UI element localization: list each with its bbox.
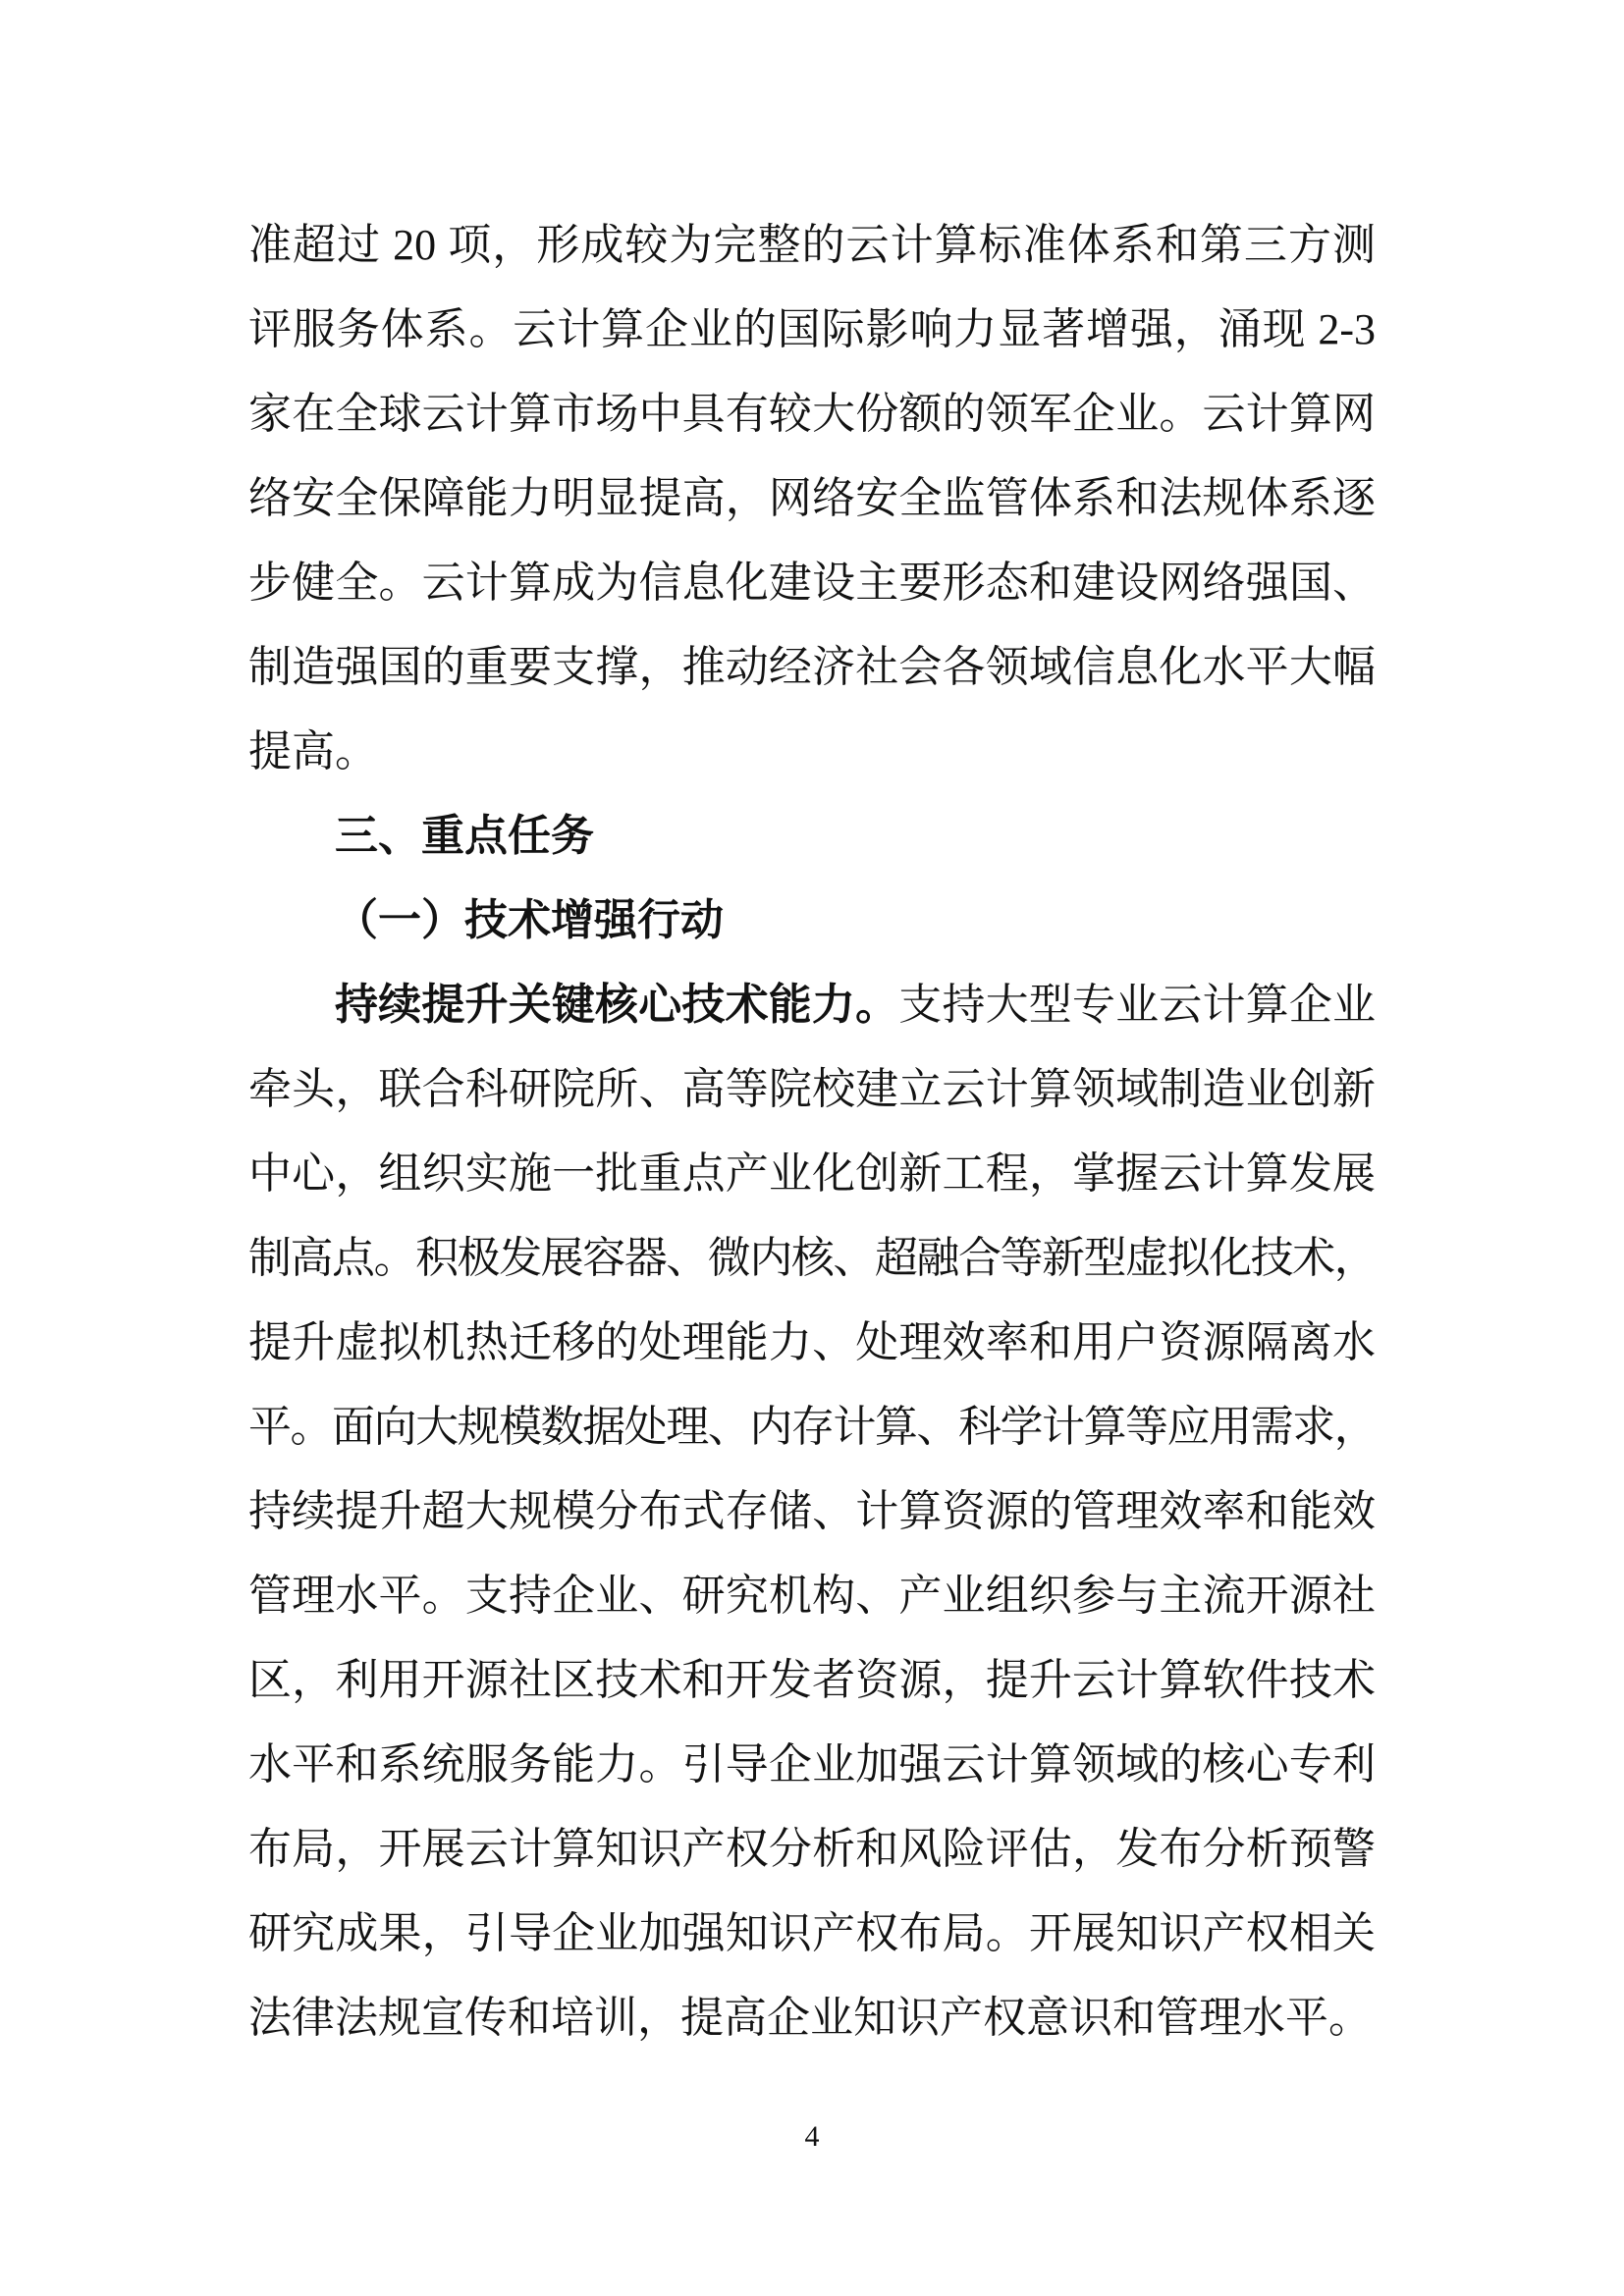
body-text-line: 家在全球云计算市场中具有较大份额的领军企业。云计算网 <box>248 390 1376 438</box>
body-text-line: 持续提升超大规模分布式存储、计算资源的管理效率和能效 <box>248 1487 1376 1535</box>
body-text-line <box>248 963 1376 1047</box>
body-text-line: 提升虚拟机热迁移的处理能力、处理效率和用户资源隔离水 <box>248 1318 1376 1366</box>
body-text-line: 准超过 20 项，形成较为完整的云计算标准体系和第三方测 <box>248 221 1376 269</box>
body-text-line: 步健全。云计算成为信息化建设主要形态和建设网络强国、 <box>248 559 1376 607</box>
body-text-line: 评服务体系。云计算企业的国际影响力显著增强，涌现 2-3 <box>248 305 1376 353</box>
bold-lead-sentence: 持续提升关键核心技术能力。 <box>335 981 899 1029</box>
body-text-line: 平。面向大规模数据处理、内存计算、科学计算等应用需求， <box>248 1403 1376 1451</box>
body-text-line: 制造强国的重要支撑，推动经济社会各领域信息化水平大幅 <box>248 643 1376 691</box>
body-text-run: 支持大型专业云计算企业 <box>898 981 1377 1029</box>
body-text-line: 法律法规宣传和培训，提高企业知识产权意识和管理水平。 <box>248 1994 1372 2042</box>
body-text-line: 络安全保障能力明显提高，网络安全监管体系和法规体系逐 <box>248 474 1376 522</box>
body-text-line: 水平和系统服务能力。引导企业加强云计算领域的核心专利 <box>248 1740 1376 1789</box>
body-text-line: 布局，开展云计算知识产权分析和风险评估，发布分析预警 <box>248 1825 1376 1873</box>
body-text-line: 提高。 <box>248 727 378 775</box>
body-text-line: 牵头，联合科研院所、高等院校建立云计算领域制造业创新 <box>248 1065 1376 1113</box>
text-block <box>248 203 1376 2060</box>
body-text-line: 制高点。积极发展容器、微内核、超融合等新型虚拟化技术， <box>248 1234 1376 1282</box>
section-heading: 三、重点任务 <box>335 812 594 860</box>
body-text-line: 研究成果，引导企业加强知识产权布局。开展知识产权相关 <box>248 1909 1376 1957</box>
body-text-line: 中心，组织实施一批重点产业化创新工程，掌握云计算发展 <box>248 1149 1376 1198</box>
body-text-line: 管理水平。支持企业、研究机构、产业组织参与主流开源社 <box>248 1572 1376 1620</box>
page-number: 4 <box>804 2120 820 2153</box>
subsection-heading: （一）技术增强行动 <box>335 896 724 944</box>
body-text-line: 区，利用开源社区技术和开发者资源，提升云计算软件技术 <box>248 1656 1376 1704</box>
